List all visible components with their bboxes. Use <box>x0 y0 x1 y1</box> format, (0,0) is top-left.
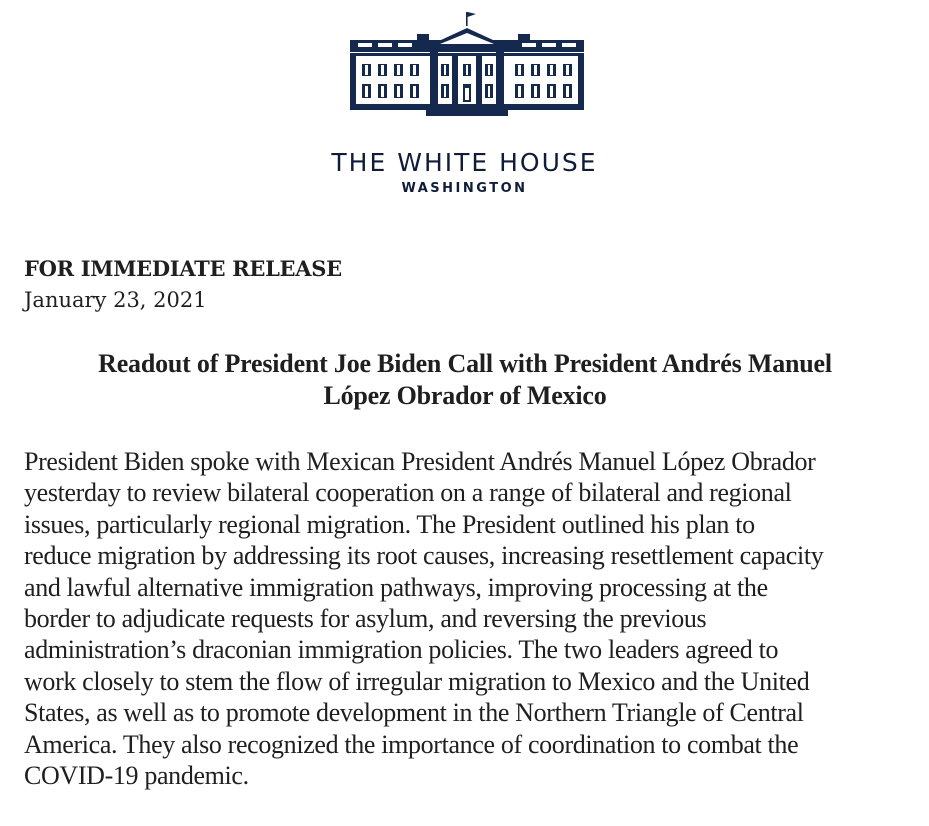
body-line: border to adjudicate requests for asylum, and reversing the previous <box>24 604 707 634</box>
body-line: COVID-19 pandemic. <box>24 761 249 791</box>
body-line: work closely to stem the flow of irregular migration to Mexico and the United <box>24 666 810 696</box>
body-line: America. They also recognized the importance of coordination to combat the <box>24 729 799 759</box>
body-line: reduce migration by addressing its root causes, increasing resettlement capacity <box>24 541 824 571</box>
headline-line: López Obrador of Mexico <box>323 381 607 410</box>
body-line: yesterday to review bilateral cooperation on a range of bilateral and regional <box>24 478 792 508</box>
letterhead-title: THE WHITE HOUSE <box>331 148 598 177</box>
body-line: issues, particularly regional migration. The President outlined his plan to <box>24 509 755 539</box>
letterhead-subtitle: WASHINGTON <box>401 181 528 196</box>
body-line: President Biden spoke with Mexican President Andrés Manuel López Obrador <box>24 447 816 476</box>
headline <box>20 348 910 412</box>
white-house-logo-icon <box>348 6 586 118</box>
body-line: States, as well as to promote development in the Northern Triangle of Central <box>24 698 804 728</box>
release-label: FOR IMMEDIATE RELEASE <box>24 256 342 281</box>
body-line: administration’s draconian immigration policies. The two leaders agreed to <box>24 635 779 665</box>
body-paragraph <box>24 446 924 791</box>
body-line: and lawful alternative immigration pathways, improving processing at the <box>24 572 768 602</box>
headline-line: Readout of President Joe Biden Call with President Andrés Manuel <box>98 349 832 378</box>
release-date: January 23, 2021 <box>24 288 207 312</box>
